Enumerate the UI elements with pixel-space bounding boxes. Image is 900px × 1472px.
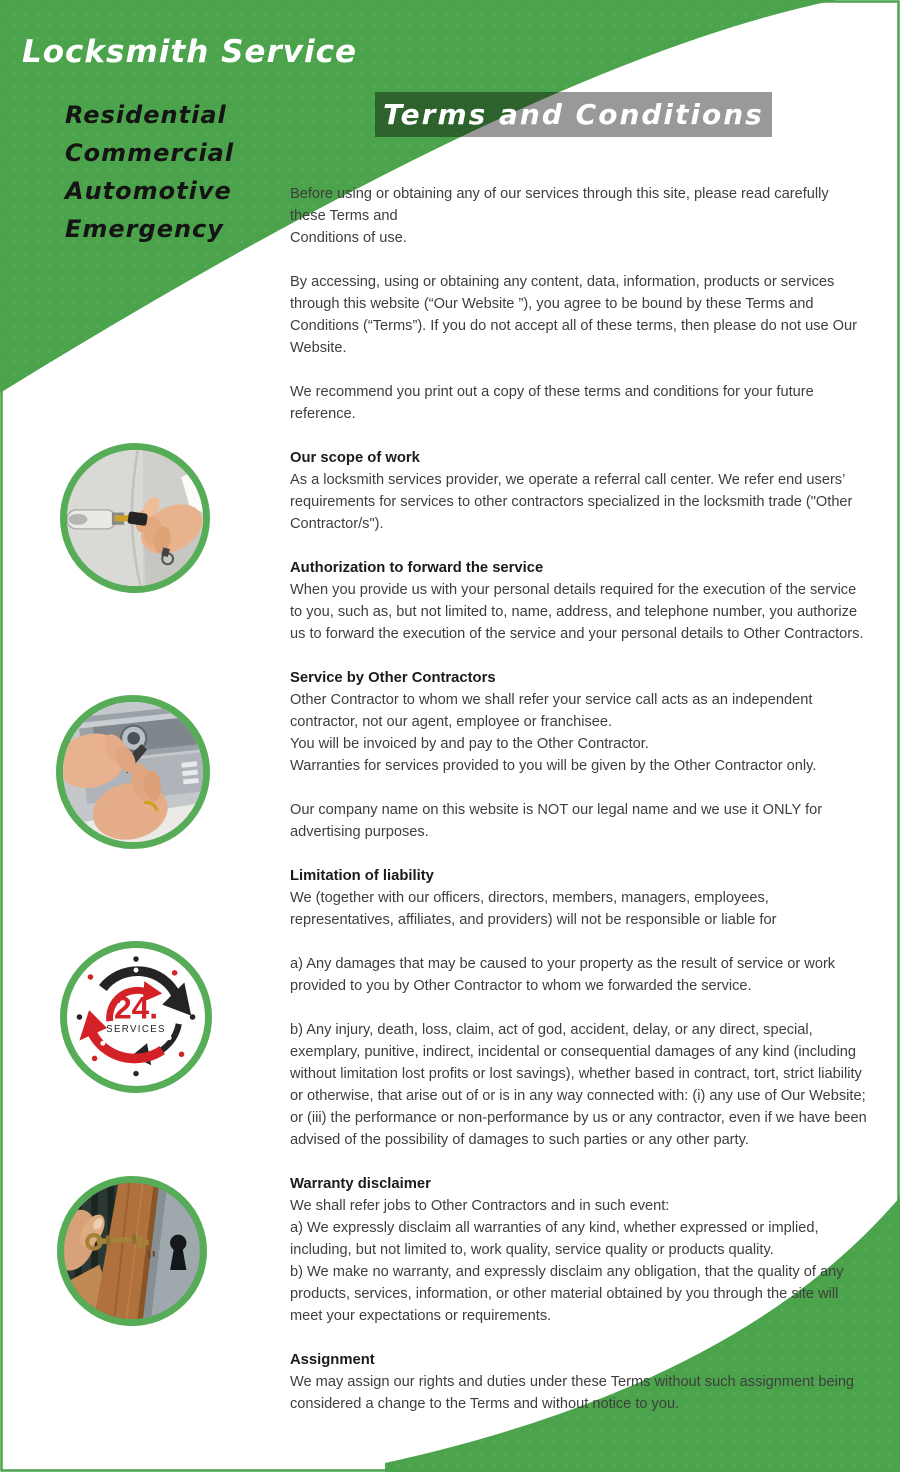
text-line: b) Any injury, death, loss, claim, act of god, accident, delay, or any direct, special, exemplary, punitive, indirect, incidental or consequential damages of any kind (including without limitation lost profits or lost savings), whether based in contract, tort, strict liability or otherwise, that arise out of or is in any way connected with: (i) any use of Our Website; or (iii) the performance or non-performance by us or any contractor, even if we have been advised of the possibility of damages to such parties or any other party. [290, 1022, 867, 1148]
lock-picking-illustration [63, 702, 203, 842]
key-in-door-illustration [64, 1183, 200, 1319]
terms-banner [375, 92, 772, 137]
page-title: Terms and Conditions [383, 98, 764, 131]
section-paragraph [290, 1195, 868, 1327]
automotive-lockout-photo [60, 443, 210, 593]
section-paragraph [290, 799, 868, 843]
service-item-emergency: Emergency [65, 215, 224, 243]
service-list [65, 96, 234, 248]
text-line: a) Any damages that may be caused to your property as the result of service or work provided to you by Other Contractor to whom we forwarded the service. [290, 956, 836, 994]
terms-content [290, 183, 868, 1415]
section-heading-assignment: Assignment [290, 1352, 375, 1368]
section-heading-authorization: Authorization to forward the service [290, 560, 544, 576]
door-key-photo [57, 1176, 207, 1326]
section-paragraph [290, 469, 868, 535]
text-line: a) We expressly disclaim all warranties of any kind, whether expressed or implied, including, but not limited to, work quality, service quality or products quality. [290, 1220, 819, 1258]
service-item-automotive: Automotive [65, 177, 232, 205]
text-line: You will be invoiced by and pay to the Other Contractor. [290, 736, 649, 752]
text-line: Our company name on this website is NOT our legal name and we use it ONLY for advertising purposes. [290, 802, 823, 840]
section-paragraph [290, 579, 868, 645]
intro-paragraph-3 [290, 381, 868, 425]
car-door-key-illustration [67, 450, 203, 586]
text-line: We (together with our officers, directors, members, managers, employees, representatives, affiliates, and providers) will not be responsible or liable for [290, 890, 777, 928]
lock-repair-photo [56, 695, 210, 849]
section-heading-liability: Limitation of liability [290, 868, 434, 884]
section-paragraph [290, 689, 868, 777]
text-line: By accessing, using or obtaining any content, data, information, products or services through this website (“Our Website ”), you agree to be bound by these Terms and Conditions (“Terms”). If you do not accept all of these terms, then please do not use Our Website. [290, 274, 858, 356]
logo-services-caption: SERVICES [106, 1024, 166, 1036]
text-line: We recommend you print out a copy of these terms and conditions for your future reference. [290, 384, 814, 422]
text-line: As a locksmith services provider, we operate a referral call center. We refer end users’ requirements for services to other contractors specialized in the locksmith trade ("Other Contractor/s"). [290, 472, 853, 532]
section-paragraph [290, 953, 868, 997]
text-line: Other Contractor to whom we shall refer your service call acts as an independent contractor, not our agent, employee or franchisee. [290, 692, 813, 730]
text-line: b) We make no warranty, and expressly disclaim any obligation, that the quality of any products, services, information, or other material obtained by you through the site will meet your expectations or requirements. [290, 1264, 844, 1324]
section-heading-warranty: Warranty disclaimer [290, 1176, 431, 1192]
brand-title: Locksmith Service [22, 34, 357, 70]
text-line: Warranties for services provided to you will be given by the Other Contractor only. [290, 758, 817, 774]
section-heading-other-contractors: Service by Other Contractors [290, 670, 496, 686]
logo-24-number: 24. [113, 989, 159, 1026]
text-line: When you provide us with your personal details required for the execution of the service to you, such as, but not limited to, name, address, and telephone number, you authorize us to forward the execution of the service and your personal details to Other Contractors. [290, 582, 864, 642]
section-paragraph [290, 1019, 868, 1151]
text-line: Conditions of use. [290, 230, 407, 246]
section-heading-scope: Our scope of work [290, 450, 420, 466]
intro-paragraph-1 [290, 183, 868, 249]
service-item-residential: Residential [65, 101, 227, 129]
intro-paragraph-2 [290, 271, 868, 359]
section-paragraph [290, 1371, 868, 1415]
text-line: We may assign our rights and duties under these Terms without such assignment being considered a change to the Terms and without notice to you. [290, 1374, 855, 1412]
service-item-commercial: Commercial [65, 139, 235, 167]
text-line: Before using or obtaining any of our services through this site, please read carefully these Terms and [290, 186, 829, 224]
section-paragraph [290, 887, 868, 931]
text-line: We shall refer jobs to Other Contractors and in such event: [290, 1198, 670, 1214]
24-hour-services-logo [60, 941, 212, 1093]
24-services-logo-illustration [67, 948, 205, 1086]
